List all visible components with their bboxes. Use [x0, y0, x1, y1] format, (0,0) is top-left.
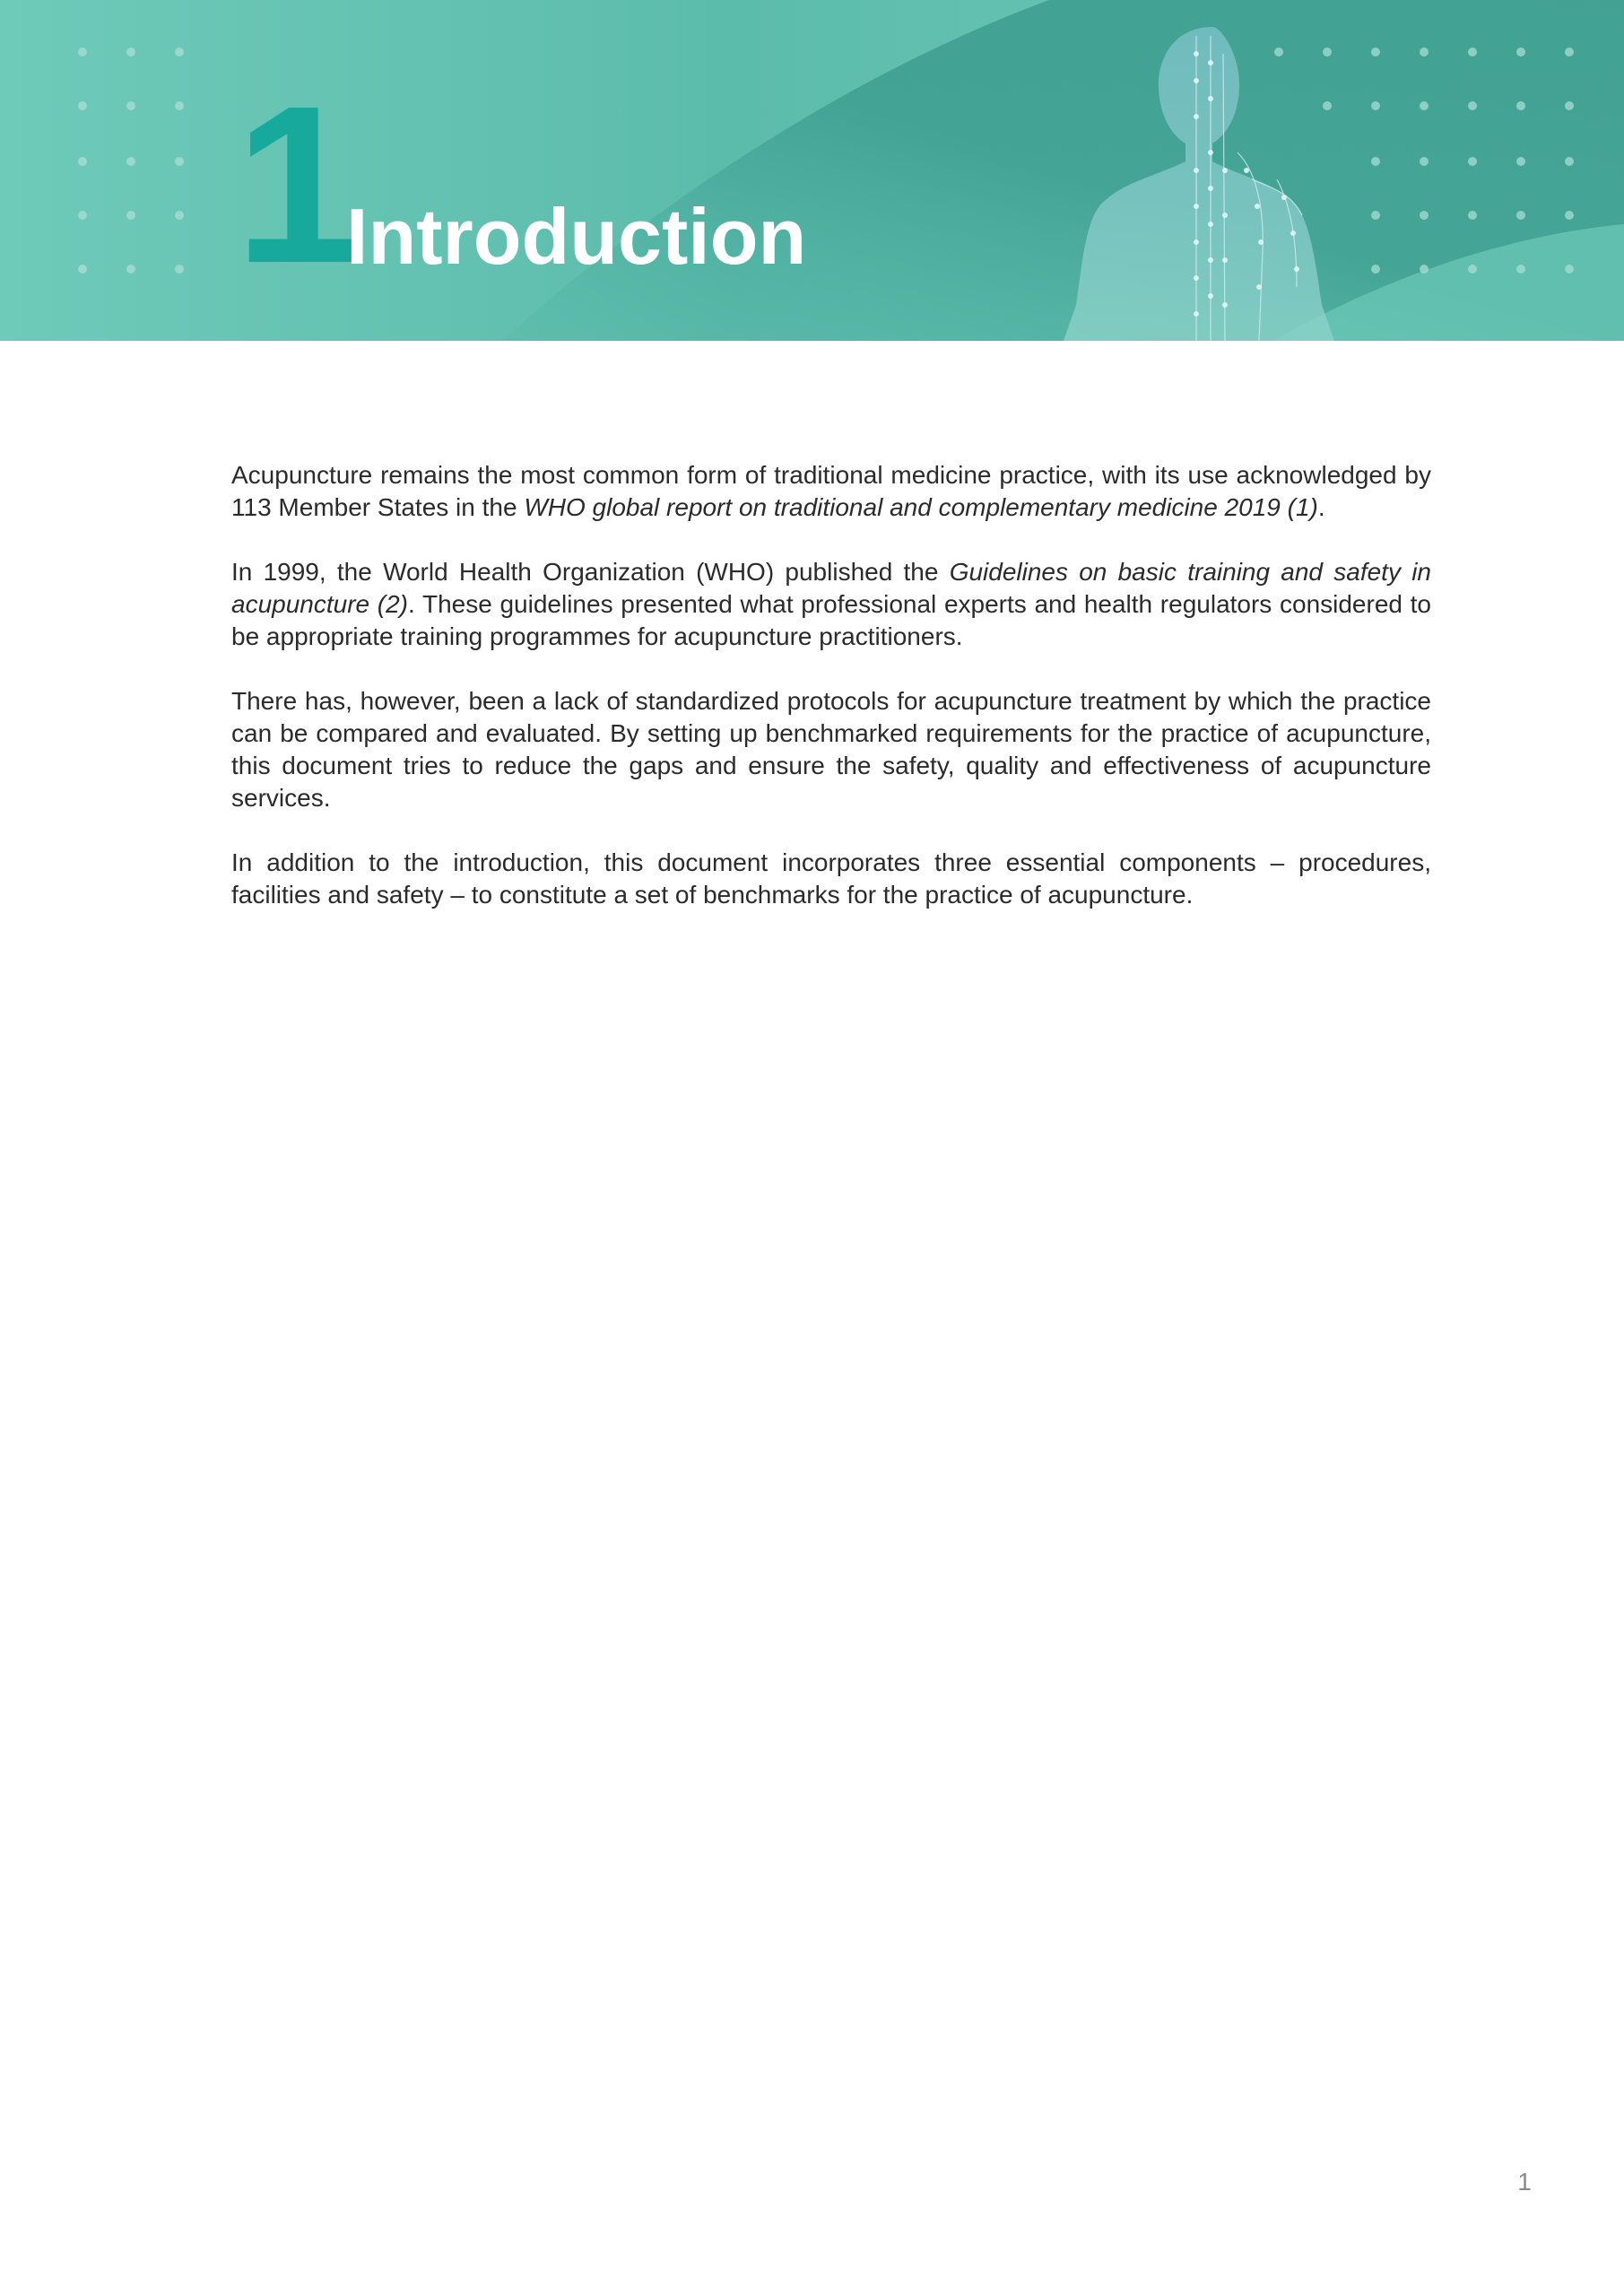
page-number: 1 [1517, 2168, 1532, 2196]
chapter-number: 1 [235, 59, 355, 309]
paragraph-3: There has, however, been a lack of standardized protocols for acupuncture treatment by which the practice can be compared and evaluated. By setting up benchmarked requirements for the practice of acupuncture, this document tries to reduce the gaps and ensure the safety, quality and effectiveness of acupuncture services. [231, 687, 1431, 812]
paragraph-2: In 1999, the World Health Organization (WHO) published the Guidelines on basic training and safety in acupuncture (2). These guidelines presented what professional experts and health regulators considered to be appropriate training programmes for acupuncture practitioners. [231, 558, 1432, 650]
chapter-banner [0, 0, 1624, 341]
chapter-title: Introduction [346, 192, 807, 281]
paragraph-4: In addition to the introduction, this document incorporates three essential components – procedures, facilities and safety – to constitute a set of benchmarks for the practice of acupuncture. [231, 848, 1431, 909]
citation-who-global-report: WHO global report on traditional and complementary medicine 2019 (1) [524, 493, 1318, 521]
citation-who-guidelines: Guidelines on basic training and safety in acupuncture (2) [231, 558, 1431, 618]
body-text [231, 459, 1431, 944]
paragraph-1: Acupuncture remains the most common form of traditional medicine practice, with its use acknowledged by 113 Member States in the WHO global report on traditional and complementary medicine 2019 (1). [231, 461, 1431, 521]
